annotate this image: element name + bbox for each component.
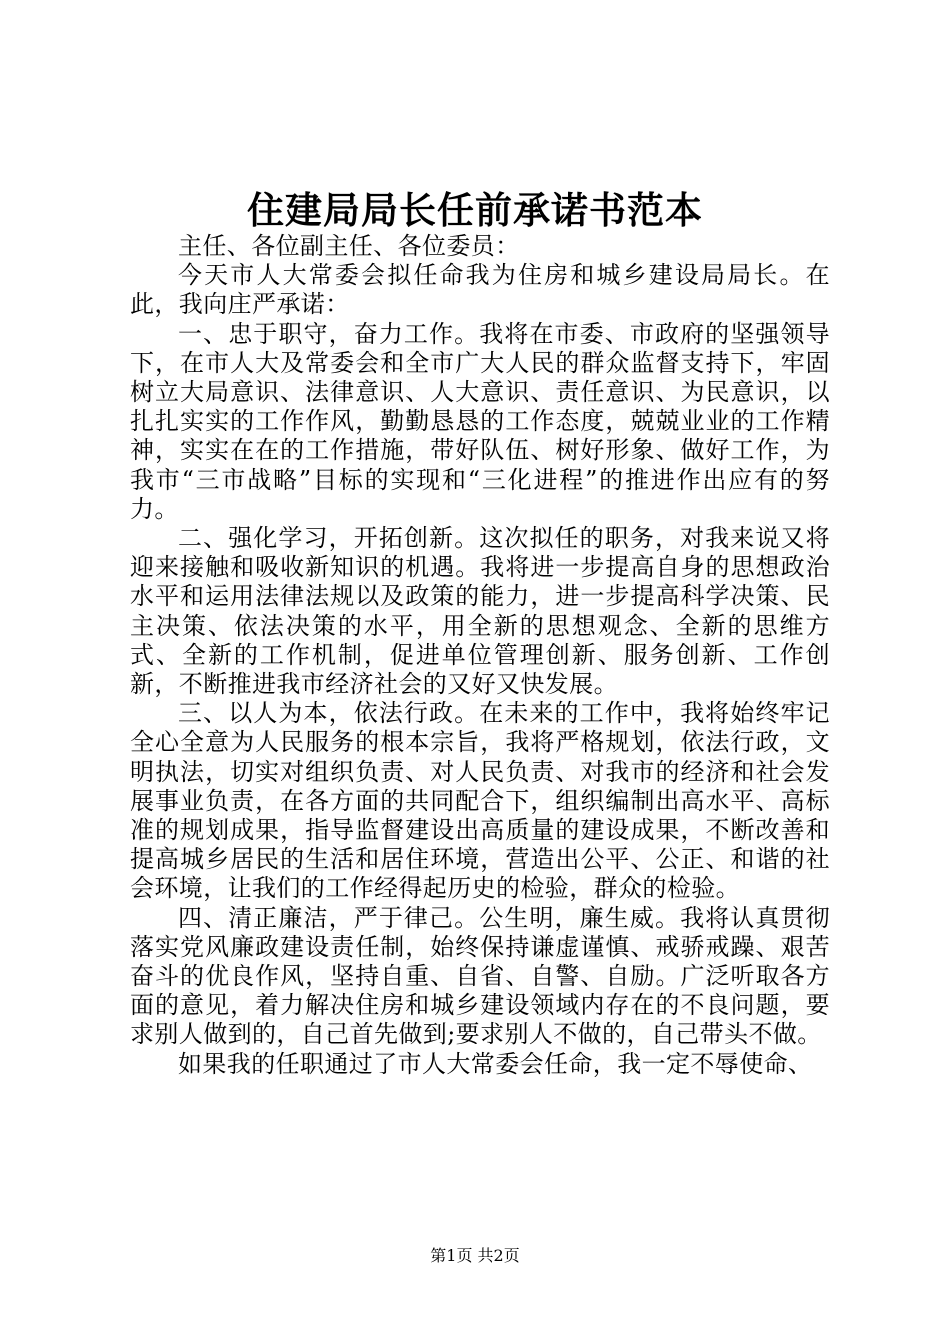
pledge-paragraph-4: 四、清正廉洁，严于律己。公生明，廉生威。我将认真贯彻落实党风廉政建设责任制，始终保持谦虚谨慎、戒骄戒躁、艰苦奋斗的优良作风，坚持自重、自省、自警、自励。广泛听取各方面的意见，着力解决住房和城乡建设领域内存在的不良问题，要求别人做到的，自己首先做到;要求别人不做的，自己带头不做。 (130, 903, 830, 1049)
intro-paragraph: 今天市人大常委会拟任命我为住房和城乡建设局局长。在此，我向庄严承诺： (130, 261, 830, 319)
closing-paragraph: 如果我的任职通过了市人大常委会任命，我一定不辱使命、 (178, 1049, 813, 1078)
document-body (130, 232, 830, 1079)
pledge-paragraph-3: 三、以人为本，依法行政。在未来的工作中，我将始终牢记全心全意为人民服务的根本宗旨，我将严格规划，依法行政，文明执法，切实对组织负责、对人民负责、对我市的经济和社会发展事业负责，在各方面的共同配合下，组织编制出高水平、高标准的规划成果，指导监督建设出高质量的建设成果，不断改善和提高城乡居民的生活和居住环境，营造出公平、公正、和谐的社会环境，让我们的工作经得起历史的检验，群众的检验。 (130, 699, 830, 903)
pledge-paragraph-2: 二、强化学习，开拓创新。这次拟任的职务，对我来说又将迎来接触和吸收新知识的机遇。我将进一步提高自身的思想政治水平和运用法律法规以及政策的能力，进一步提高科学决策、民主决策、依法决策的水平，用全新的思想观念、全新的思维方式、全新的工作机制，促进单位管理创新、服务创新、工作创新，不断推进我市经济社会的又好又快发展。 (130, 524, 830, 699)
document-title: 住建局局长任前承诺书范本 (247, 188, 703, 232)
page-footer: 第1页 共2页 (430, 1246, 520, 1265)
pledge-paragraph-1: 一、忠于职守，奋力工作。我将在市委、市政府的坚强领导下，在市人大及常委会和全市广大人民的群众监督支持下，牢固树立大局意识、法律意识、人大意识、责任意识、为民意识，以扎扎实实的工作作风，勤勤恳恳的工作态度，兢兢业业的工作精神，实实在在的工作措施，带好队伍、树好形象、做好工作，为我市“三市战略”目标的实现和“三化进程”的推进作出应有的努力。 (130, 319, 830, 523)
salutation-paragraph: 主任、各位副主任、各位委员： (178, 232, 520, 260)
